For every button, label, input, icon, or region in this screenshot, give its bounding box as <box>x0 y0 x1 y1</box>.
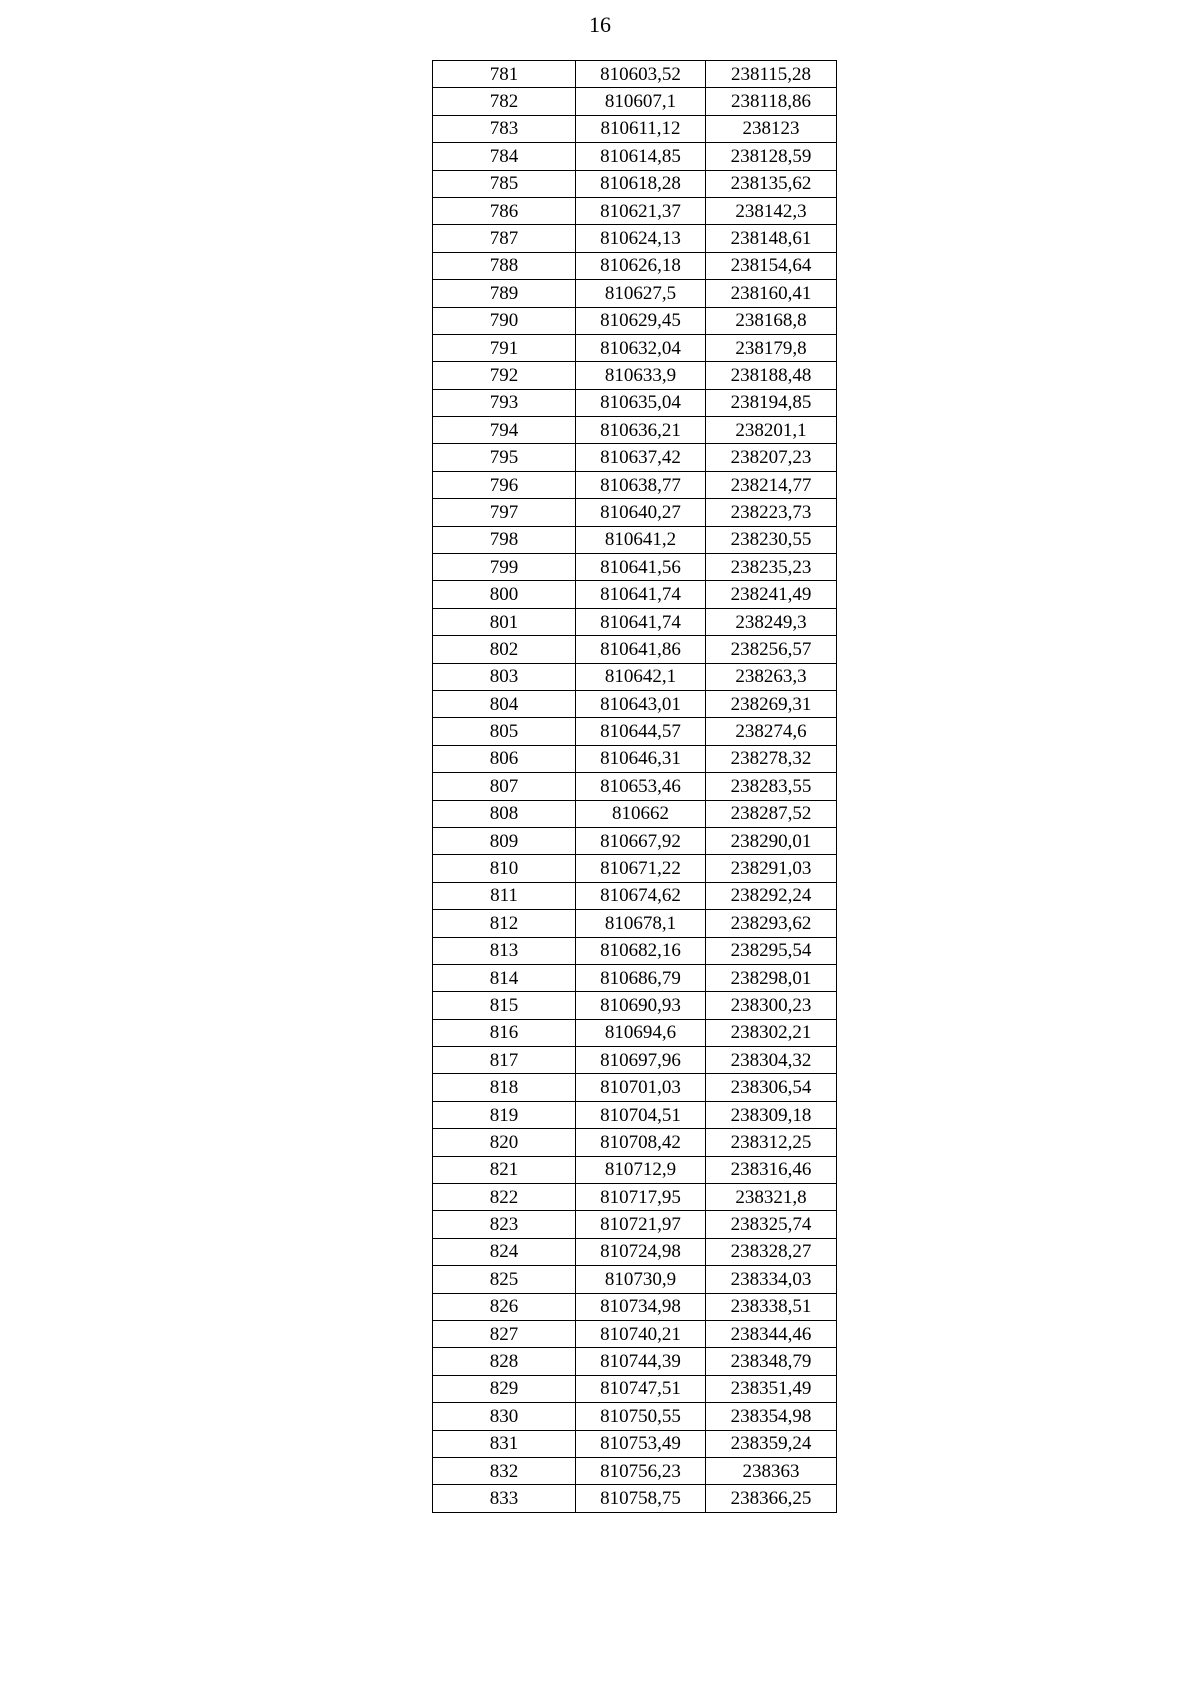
y-coordinate-cell: 238334,03 <box>706 1266 837 1293</box>
table-row <box>433 1211 837 1238</box>
point-number-cell: 801 <box>433 608 576 635</box>
table-row <box>433 471 837 498</box>
table-row <box>433 417 837 444</box>
table-row <box>433 1348 837 1375</box>
point-number-cell: 826 <box>433 1293 576 1320</box>
y-coordinate-cell: 238278,32 <box>706 745 837 772</box>
x-coordinate-cell: 810653,46 <box>576 773 706 800</box>
x-coordinate-cell: 810686,79 <box>576 964 706 991</box>
table-row <box>433 499 837 526</box>
y-coordinate-cell: 238312,25 <box>706 1129 837 1156</box>
point-number-cell: 806 <box>433 745 576 772</box>
y-coordinate-cell: 238293,62 <box>706 910 837 937</box>
x-coordinate-cell: 810607,1 <box>576 88 706 115</box>
point-number-cell: 802 <box>433 636 576 663</box>
table-row <box>433 1293 837 1320</box>
table-row <box>433 1320 837 1347</box>
x-coordinate-cell: 810750,55 <box>576 1403 706 1430</box>
point-number-cell: 808 <box>433 800 576 827</box>
x-coordinate-cell: 810626,18 <box>576 252 706 279</box>
table-row <box>433 88 837 115</box>
table-row <box>433 745 837 772</box>
y-coordinate-cell: 238304,32 <box>706 1047 837 1074</box>
point-number-cell: 788 <box>433 252 576 279</box>
point-number-cell: 810 <box>433 855 576 882</box>
table-row <box>433 1101 837 1128</box>
y-coordinate-cell: 238290,01 <box>706 827 837 854</box>
point-number-cell: 819 <box>433 1101 576 1128</box>
table-row <box>433 143 837 170</box>
x-coordinate-cell: 810635,04 <box>576 389 706 416</box>
x-coordinate-cell: 810662 <box>576 800 706 827</box>
table-row <box>433 1129 837 1156</box>
point-number-cell: 814 <box>433 964 576 991</box>
y-coordinate-cell: 238214,77 <box>706 471 837 498</box>
x-coordinate-cell: 810618,28 <box>576 170 706 197</box>
table-row <box>433 1375 837 1402</box>
x-coordinate-cell: 810621,37 <box>576 197 706 224</box>
point-number-cell: 824 <box>433 1238 576 1265</box>
y-coordinate-cell: 238118,86 <box>706 88 837 115</box>
x-coordinate-cell: 810641,86 <box>576 636 706 663</box>
table-row <box>433 334 837 361</box>
y-coordinate-cell: 238135,62 <box>706 170 837 197</box>
table-row <box>433 663 837 690</box>
y-coordinate-cell: 238128,59 <box>706 143 837 170</box>
x-coordinate-cell: 810641,56 <box>576 554 706 581</box>
x-coordinate-cell: 810629,45 <box>576 307 706 334</box>
point-number-cell: 791 <box>433 334 576 361</box>
y-coordinate-cell: 238287,52 <box>706 800 837 827</box>
x-coordinate-cell: 810638,77 <box>576 471 706 498</box>
table-row <box>433 554 837 581</box>
table-row <box>433 910 837 937</box>
x-coordinate-cell: 810636,21 <box>576 417 706 444</box>
table-row <box>433 1238 837 1265</box>
point-number-cell: 795 <box>433 444 576 471</box>
x-coordinate-cell: 810632,04 <box>576 334 706 361</box>
x-coordinate-cell: 810753,49 <box>576 1430 706 1457</box>
y-coordinate-cell: 238241,49 <box>706 581 837 608</box>
x-coordinate-cell: 810674,62 <box>576 882 706 909</box>
y-coordinate-cell: 238154,64 <box>706 252 837 279</box>
y-coordinate-cell: 238223,73 <box>706 499 837 526</box>
x-coordinate-cell: 810641,74 <box>576 581 706 608</box>
table-row <box>433 1266 837 1293</box>
table-row <box>433 608 837 635</box>
point-number-cell: 797 <box>433 499 576 526</box>
point-number-cell: 804 <box>433 690 576 717</box>
point-number-cell: 829 <box>433 1375 576 1402</box>
point-number-cell: 781 <box>433 61 576 88</box>
y-coordinate-cell: 238309,18 <box>706 1101 837 1128</box>
x-coordinate-cell: 810641,2 <box>576 526 706 553</box>
y-coordinate-cell: 238325,74 <box>706 1211 837 1238</box>
table-row <box>433 1184 837 1211</box>
x-coordinate-cell: 810721,97 <box>576 1211 706 1238</box>
table-row <box>433 61 837 88</box>
table-row <box>433 882 837 909</box>
table-row <box>433 1074 837 1101</box>
point-number-cell: 813 <box>433 937 576 964</box>
point-number-cell: 825 <box>433 1266 576 1293</box>
table-row <box>433 1019 837 1046</box>
table-row <box>433 280 837 307</box>
y-coordinate-cell: 238363 <box>706 1457 837 1484</box>
y-coordinate-cell: 238123 <box>706 115 837 142</box>
table-row <box>433 718 837 745</box>
point-number-cell: 794 <box>433 417 576 444</box>
point-number-cell: 783 <box>433 115 576 142</box>
point-number-cell: 827 <box>433 1320 576 1347</box>
table-row <box>433 992 837 1019</box>
y-coordinate-cell: 238207,23 <box>706 444 837 471</box>
x-coordinate-cell: 810627,5 <box>576 280 706 307</box>
y-coordinate-cell: 238321,8 <box>706 1184 837 1211</box>
point-number-cell: 822 <box>433 1184 576 1211</box>
coordinates-table-body <box>433 61 837 1513</box>
x-coordinate-cell: 810690,93 <box>576 992 706 1019</box>
table-row <box>433 827 837 854</box>
x-coordinate-cell: 810614,85 <box>576 143 706 170</box>
y-coordinate-cell: 238168,8 <box>706 307 837 334</box>
point-number-cell: 782 <box>433 88 576 115</box>
y-coordinate-cell: 238235,23 <box>706 554 837 581</box>
table-row <box>433 115 837 142</box>
x-coordinate-cell: 810756,23 <box>576 1457 706 1484</box>
x-coordinate-cell: 810643,01 <box>576 690 706 717</box>
point-number-cell: 809 <box>433 827 576 854</box>
x-coordinate-cell: 810747,51 <box>576 1375 706 1402</box>
table-row <box>433 197 837 224</box>
y-coordinate-cell: 238328,27 <box>706 1238 837 1265</box>
y-coordinate-cell: 238201,1 <box>706 417 837 444</box>
point-number-cell: 786 <box>433 197 576 224</box>
x-coordinate-cell: 810603,52 <box>576 61 706 88</box>
point-number-cell: 787 <box>433 225 576 252</box>
point-number-cell: 798 <box>433 526 576 553</box>
point-number-cell: 831 <box>433 1430 576 1457</box>
page-number: 16 <box>589 12 611 37</box>
table-row <box>433 773 837 800</box>
point-number-cell: 816 <box>433 1019 576 1046</box>
x-coordinate-cell: 810611,12 <box>576 115 706 142</box>
point-number-cell: 812 <box>433 910 576 937</box>
x-coordinate-cell: 810712,9 <box>576 1156 706 1183</box>
x-coordinate-cell: 810694,6 <box>576 1019 706 1046</box>
point-number-cell: 820 <box>433 1129 576 1156</box>
y-coordinate-cell: 238160,41 <box>706 280 837 307</box>
point-number-cell: 817 <box>433 1047 576 1074</box>
y-coordinate-cell: 238298,01 <box>706 964 837 991</box>
y-coordinate-cell: 238188,48 <box>706 362 837 389</box>
table-row <box>433 937 837 964</box>
y-coordinate-cell: 238283,55 <box>706 773 837 800</box>
point-number-cell: 799 <box>433 554 576 581</box>
table-row <box>433 636 837 663</box>
point-number-cell: 784 <box>433 143 576 170</box>
table-row <box>433 225 837 252</box>
x-coordinate-cell: 810740,21 <box>576 1320 706 1347</box>
x-coordinate-cell: 810678,1 <box>576 910 706 937</box>
y-coordinate-cell: 238249,3 <box>706 608 837 635</box>
point-number-cell: 807 <box>433 773 576 800</box>
table-row <box>433 1485 837 1512</box>
table-row <box>433 389 837 416</box>
x-coordinate-cell: 810682,16 <box>576 937 706 964</box>
table-row <box>433 1403 837 1430</box>
y-coordinate-cell: 238300,23 <box>706 992 837 1019</box>
point-number-cell: 821 <box>433 1156 576 1183</box>
table-row <box>433 307 837 334</box>
y-coordinate-cell: 238148,61 <box>706 225 837 252</box>
point-number-cell: 796 <box>433 471 576 498</box>
table-row <box>433 800 837 827</box>
point-number-cell: 811 <box>433 882 576 909</box>
y-coordinate-cell: 238306,54 <box>706 1074 837 1101</box>
point-number-cell: 805 <box>433 718 576 745</box>
x-coordinate-cell: 810640,27 <box>576 499 706 526</box>
table-row <box>433 170 837 197</box>
table-row <box>433 252 837 279</box>
table-row <box>433 581 837 608</box>
y-coordinate-cell: 238295,54 <box>706 937 837 964</box>
x-coordinate-cell: 810633,9 <box>576 362 706 389</box>
y-coordinate-cell: 238338,51 <box>706 1293 837 1320</box>
table-row <box>433 690 837 717</box>
y-coordinate-cell: 238351,49 <box>706 1375 837 1402</box>
y-coordinate-cell: 238302,21 <box>706 1019 837 1046</box>
point-number-cell: 800 <box>433 581 576 608</box>
y-coordinate-cell: 238274,6 <box>706 718 837 745</box>
point-number-cell: 790 <box>433 307 576 334</box>
y-coordinate-cell: 238348,79 <box>706 1348 837 1375</box>
point-number-cell: 830 <box>433 1403 576 1430</box>
y-coordinate-cell: 238269,31 <box>706 690 837 717</box>
y-coordinate-cell: 238194,85 <box>706 389 837 416</box>
table-row <box>433 362 837 389</box>
coordinates-table <box>432 60 837 1513</box>
table-row <box>433 1156 837 1183</box>
x-coordinate-cell: 810642,1 <box>576 663 706 690</box>
y-coordinate-cell: 238230,55 <box>706 526 837 553</box>
point-number-cell: 785 <box>433 170 576 197</box>
x-coordinate-cell: 810701,03 <box>576 1074 706 1101</box>
x-coordinate-cell: 810697,96 <box>576 1047 706 1074</box>
x-coordinate-cell: 810744,39 <box>576 1348 706 1375</box>
point-number-cell: 815 <box>433 992 576 1019</box>
y-coordinate-cell: 238292,24 <box>706 882 837 909</box>
y-coordinate-cell: 238291,03 <box>706 855 837 882</box>
x-coordinate-cell: 810637,42 <box>576 444 706 471</box>
y-coordinate-cell: 238263,3 <box>706 663 837 690</box>
point-number-cell: 803 <box>433 663 576 690</box>
x-coordinate-cell: 810704,51 <box>576 1101 706 1128</box>
point-number-cell: 832 <box>433 1457 576 1484</box>
x-coordinate-cell: 810717,95 <box>576 1184 706 1211</box>
y-coordinate-cell: 238142,3 <box>706 197 837 224</box>
y-coordinate-cell: 238115,28 <box>706 61 837 88</box>
table-row <box>433 1430 837 1457</box>
y-coordinate-cell: 238344,46 <box>706 1320 837 1347</box>
x-coordinate-cell: 810758,75 <box>576 1485 706 1512</box>
x-coordinate-cell: 810644,57 <box>576 718 706 745</box>
table-row <box>433 1457 837 1484</box>
point-number-cell: 833 <box>433 1485 576 1512</box>
x-coordinate-cell: 810724,98 <box>576 1238 706 1265</box>
x-coordinate-cell: 810708,42 <box>576 1129 706 1156</box>
y-coordinate-cell: 238256,57 <box>706 636 837 663</box>
y-coordinate-cell: 238359,24 <box>706 1430 837 1457</box>
table-row <box>433 855 837 882</box>
x-coordinate-cell: 810641,74 <box>576 608 706 635</box>
y-coordinate-cell: 238179,8 <box>706 334 837 361</box>
table-row <box>433 964 837 991</box>
table-row <box>433 444 837 471</box>
y-coordinate-cell: 238316,46 <box>706 1156 837 1183</box>
table-row <box>433 1047 837 1074</box>
y-coordinate-cell: 238366,25 <box>706 1485 837 1512</box>
point-number-cell: 793 <box>433 389 576 416</box>
x-coordinate-cell: 810646,31 <box>576 745 706 772</box>
point-number-cell: 828 <box>433 1348 576 1375</box>
x-coordinate-cell: 810671,22 <box>576 855 706 882</box>
x-coordinate-cell: 810734,98 <box>576 1293 706 1320</box>
point-number-cell: 789 <box>433 280 576 307</box>
point-number-cell: 818 <box>433 1074 576 1101</box>
y-coordinate-cell: 238354,98 <box>706 1403 837 1430</box>
x-coordinate-cell: 810667,92 <box>576 827 706 854</box>
x-coordinate-cell: 810624,13 <box>576 225 706 252</box>
table-row <box>433 526 837 553</box>
x-coordinate-cell: 810730,9 <box>576 1266 706 1293</box>
point-number-cell: 823 <box>433 1211 576 1238</box>
point-number-cell: 792 <box>433 362 576 389</box>
